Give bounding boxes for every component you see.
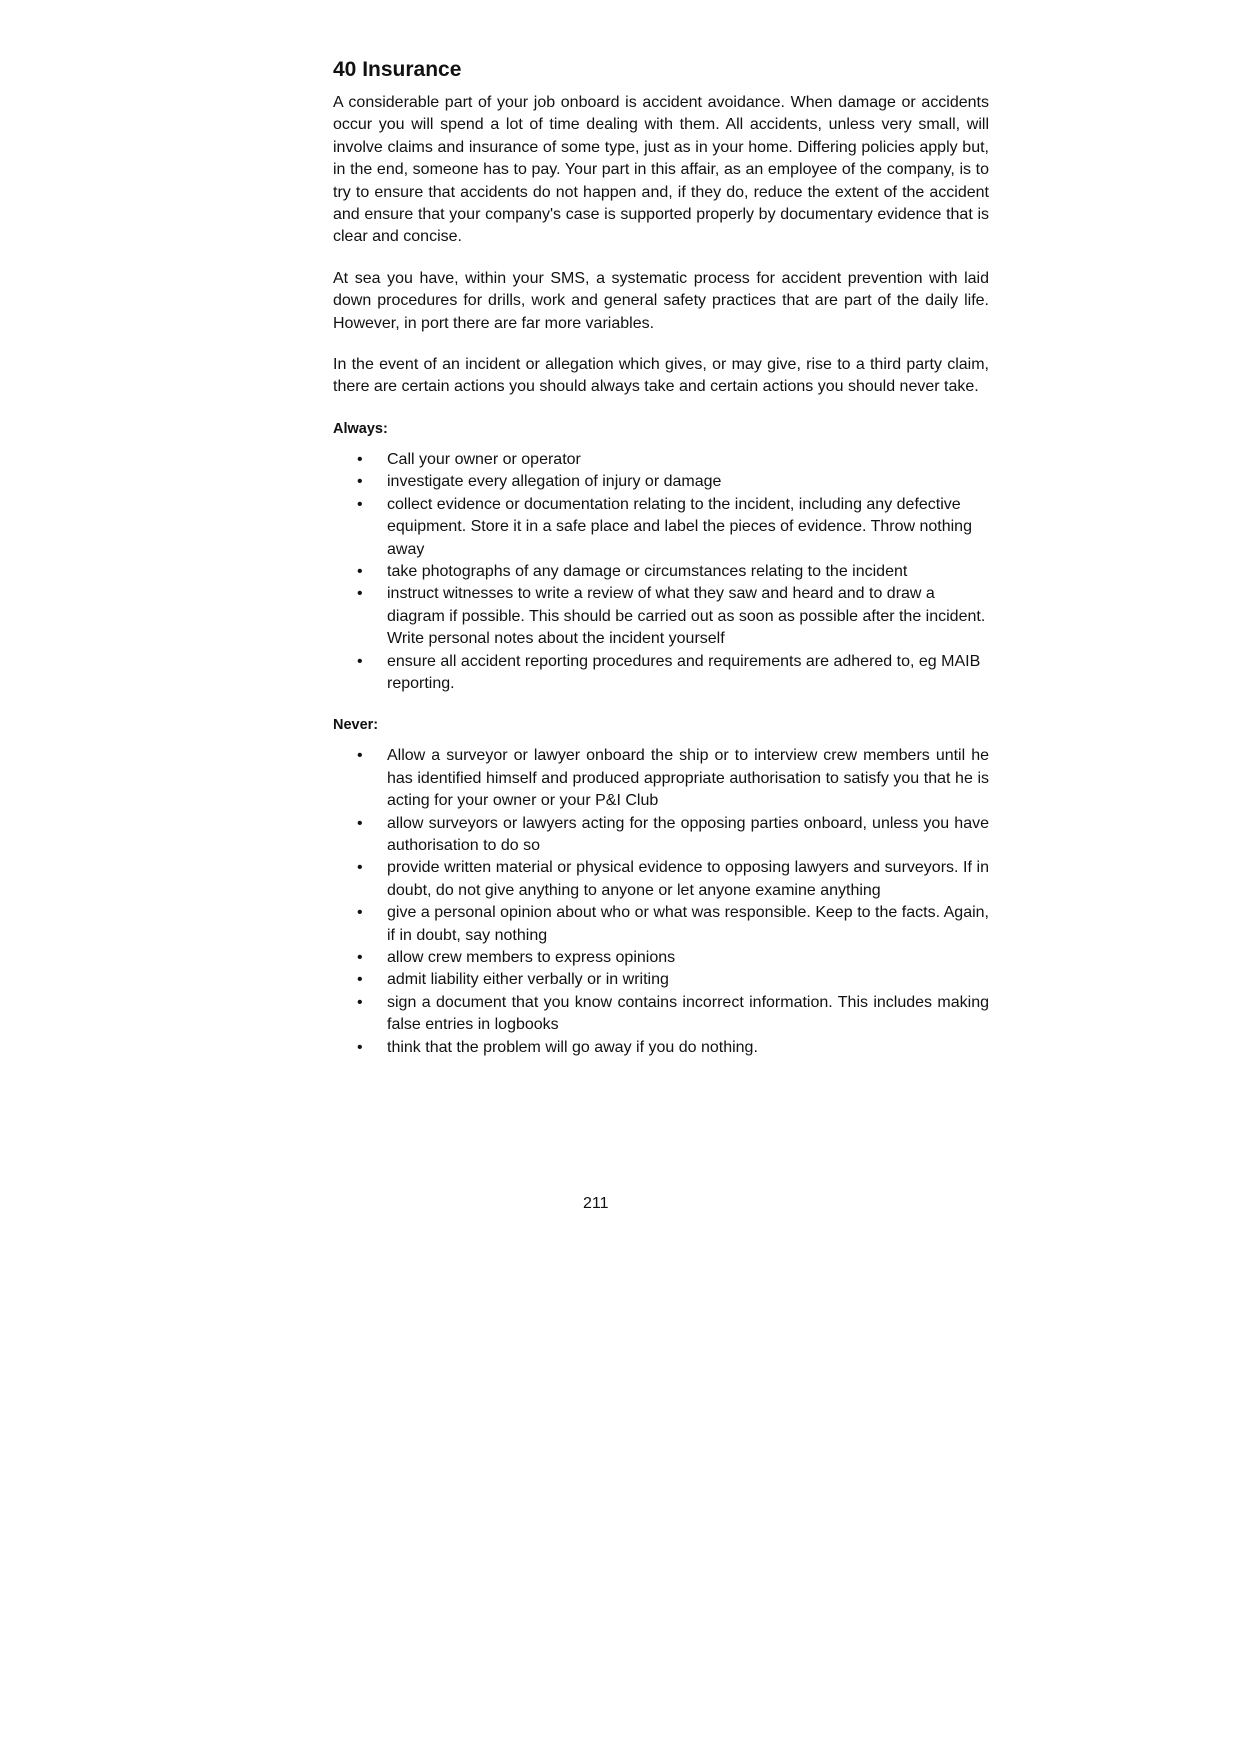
section-heading: 40 Insurance [333,58,462,81]
list-item-text: admit liability either verbally or in writing [387,971,669,989]
list-item [333,969,989,991]
list-item [333,1037,989,1059]
list-item [333,494,989,561]
list-item-text: provide written material or physical evidence to opposing lawyers and surveyors. If in doubt, do not give anything to anyone or let anyone examine anything [387,859,989,899]
never-list [333,745,989,1059]
bullet-icon: • [357,450,363,468]
bullet-icon: • [357,993,363,1011]
always-label: Always: [333,420,388,437]
page-content [333,56,989,1059]
bullet-icon: • [357,562,363,580]
bullet-icon: • [357,904,363,922]
list-item [333,902,989,947]
list-item [333,651,989,696]
paragraph-incident: In the event of an incident or allegation which gives, or may give, rise to a third party claim, there are certain actions you should always take and certain actions you should never take. [333,356,989,396]
list-item-text: investigate every allegation of injury or damage [387,473,722,491]
bullet-icon: • [357,859,363,877]
list-item-text: instruct witnesses to write a review of what they saw and heard and to draw a diagram if possible. This should be carried out as soon as possible after the incident. Write personal notes about the incident yourself [387,585,986,648]
list-item-text: think that the problem will go away if you do nothing. [387,1038,758,1056]
list-item [333,561,989,583]
list-item-text: collect evidence or documentation relating to the incident, including any defective equipment. Store it in a safe place and label the pieces of evidence. Throw nothing away [387,495,972,558]
bullet-icon: • [357,814,363,832]
list-item-text: sign a document that you know contains incorrect information. This includes making false entries in logbooks [387,993,989,1034]
paragraph-sea: At sea you have, within your SMS, a systematic process for accident prevention with laid down procedures for drills, work and general safety practices that are part of the daily life. However, in port there are far more variables. [333,269,989,332]
list-item [333,449,989,471]
bullet-icon: • [357,495,363,513]
bullet-icon: • [357,585,363,603]
page-number: 211 [583,1195,609,1212]
list-item-text: allow crew members to express opinions [387,949,676,966]
list-item-text: allow surveyors or lawyers acting for the opposing parties onboard, unless you have authorisation to do so [387,814,989,854]
list-item [333,471,989,493]
bullet-icon: • [357,652,363,670]
list-item [333,813,989,858]
list-item-text: Call your owner or operator [387,450,581,468]
list-item [333,745,989,812]
bullet-icon: • [357,1038,363,1056]
list-item [333,857,989,902]
never-label: Never: [333,717,379,734]
always-list [333,449,989,695]
list-item-text: Allow a surveyor or lawyer onboard the ship or to interview crew members until he has identified himself and produced appropriate authorisation to satisfy you that he is acting for your owner or your P&I Club [387,747,989,810]
list-item-text: ensure all accident reporting procedures and requirements are adhered to, eg MAIB reporting. [387,652,981,692]
list-item [333,583,989,650]
bullet-icon: • [357,747,363,765]
bullet-icon: • [357,971,363,989]
list-item-text: take photographs of any damage or circumstances relating to the incident [387,562,908,580]
list-item [333,992,989,1037]
paragraph-intro: A considerable part of your job onboard is accident avoidance. When damage or accidents occur you will spend a lot of time dealing with them. All accidents, unless very small, will involve claims and insurance of some type, just as in your home. Differing policies apply but, in the end, someone has to pay. Your part in this affair, as an employee of the company, is to try to ensure that accidents do not happen and, if they do, reduce the extent of the accident and ensure that your company's case is supported properly by documentary evidence that is clear and concise. [333,94,989,246]
list-item-text: give a personal opinion about who or what was responsible. Keep to the facts. Again, if in doubt, say nothing [387,904,989,944]
bullet-icon: • [357,473,363,491]
bullet-icon: • [357,949,363,966]
list-item [333,947,989,969]
